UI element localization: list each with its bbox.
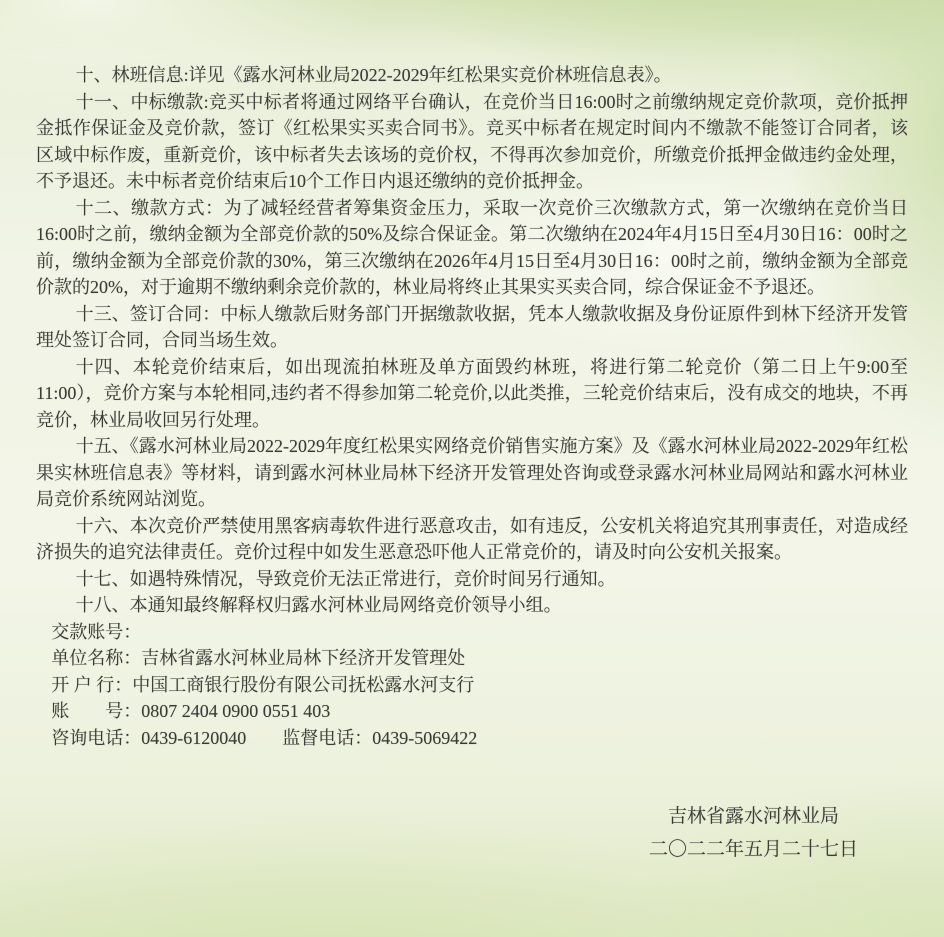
- signature-block: [649, 800, 858, 866]
- doc-paragraph-13: 十三、签订合同：中标人缴款后财务部门开据缴款收据，凭本人缴款收据及身份证原件到林下经济开发管理处签订合同，合同当场生效。: [36, 303, 908, 350]
- payment-bank-name: 开 户 行：中国工商银行股份有限公司抚松露水河支行: [51, 674, 475, 695]
- signature-org: 吉林省露水河林业局: [667, 806, 839, 827]
- doc-paragraph-17: 十七、如遇特殊情况，导致竞价无法正常进行，竞价时间另行通知。: [75, 568, 616, 589]
- doc-paragraph-16: 十六、本次竞价严禁使用黑客病毒软件进行恶意攻击，如有违反，公安机关将追究其刑事责任，对造成经济损失的追究法律责任。竞价过程中如发生恶意恐吓他人正常竞价的，请及时向公安机关报案。: [36, 515, 908, 562]
- signature-date: 二〇二二年五月二十七日: [648, 839, 858, 860]
- doc-paragraph-12: 十二、缴款方式：为了减轻经营者筹集资金压力，采取一次竞价三次缴款方式，第一次缴纳在竞价当日16:00时之前，缴纳金额为全部竞价款的50%及综合保证金。第二次缴纳在2024年4月15日至4月30日16：00时之前，缴纳金额为全部竞价款的30%，第三次缴纳在2026年4月15日至4月30日16：00时之前，缴纳金额为全部竞价款的20%，对于逾期不缴纳剩余竞价款的，林业局将终止其果实买卖合同，综合保证金不予退还。: [36, 197, 908, 297]
- doc-paragraph-14: 十四、本轮竞价结束后，如出现流拍林班及单方面毁约林班，将进行第二轮竞价（第二日上午9:00至11:00），竞价方案与本轮相同,违约者不得参加第二轮竞价,以此类推，三轮竞价结束后，没有成交的地块，不再竞价，林业局收回另行处理。: [36, 356, 908, 430]
- payment-phone-numbers: 咨询电话：0439-6120040 监督电话：0439-5069422: [51, 727, 478, 748]
- payment-unit-name: 单位名称：吉林省露水河林业局林下经济开发管理处: [51, 648, 466, 668]
- payment-account-heading: 交款账号：: [51, 621, 142, 642]
- payment-account-number: 账 号：0807 2404 0900 0551 403: [51, 701, 331, 721]
- doc-paragraph-18: 十八、本通知最终解释权归露水河林业局网络竞价领导小组。: [75, 595, 562, 615]
- doc-paragraph-10: 十、林班信息:详见《露水河林业局2022-2029年红松果实竞价林班信息表》。: [75, 65, 672, 85]
- notice-document-body: [36, 62, 908, 751]
- doc-paragraph-11: 十一、中标缴款:竞买中标者将通过网络平台确认，在竞价当日16:00时之前缴纳规定竞价款项，竞价抵押金抵作保证金及竞价款，签订《红松果实买卖合同书》。竞买中标者在规定时间内不缴款不能签订合同者，该区域中标作废，重新竞价，该中标者失去该场的竞价权，不得再次参加竞价，所缴竞价抵押金做违约金处理，不予退还。未中标者竞价结束后10个工作日内退还缴纳的竞价抵押金。: [36, 91, 908, 191]
- doc-paragraph-15: 十五、《露水河林业局2022-2029年度红松果实网络竞价销售实施方案》及《露水河林业局2022-2029年红松果实林班信息表》等材料，请到露水河林业局林下经济开发管理处咨询或登录露水河林业局网站和露水河林业局竞价系统网站浏览。: [36, 436, 908, 509]
